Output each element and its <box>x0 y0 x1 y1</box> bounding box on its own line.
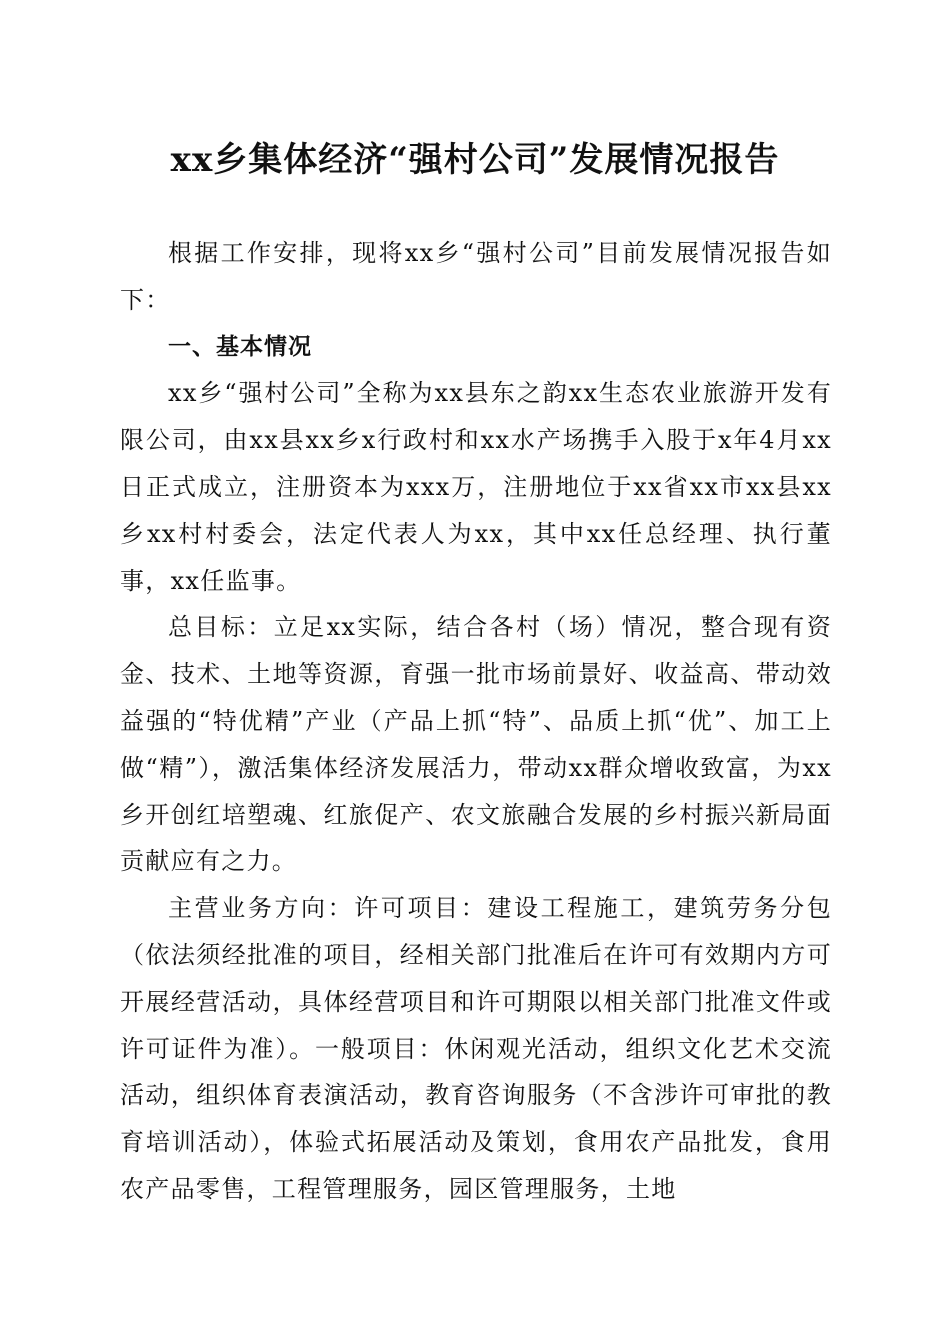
section-heading-basic-info: 一、基本情况 <box>168 333 312 360</box>
document-title: xx乡集体经济“强村公司”发展情况报告 <box>170 140 780 180</box>
business-scope-paragraph: 主营业务方向：许可项目：建设工程施工，建筑劳务分包（依法须经批准的项目，经相关部门批准后在许可有效期内方可开展经营活动，具体经营项目和许可期限以相关部门批准文件或许可证件为准）。一般项目：休闲观光活动，组织文化艺术交流活动，组织体育表演活动，教育咨询服务（不含涉许可审批的教育培训活动），体验式拓展活动及策划，食用农产品批发，食用农产品零售，工程管理服务，园区管理服务，土地 <box>120 894 832 1203</box>
goal-paragraph: 总目标：立足xx实际，结合各村（场）情况，整合现有资金、技术、土地等资源，育强一批市场前景好、收益高、带动效益强的“特优精”产业（产品上抓“特”、品质上抓“优”、加工上做“精”），激活集体经济发展活力，带动xx群众增收致富，为xx乡开创红培塑魂、红旅促产、农文旅融合发展的乡村振兴新局面贡献应有之力。 <box>120 613 832 876</box>
document-body <box>120 230 832 1213</box>
basic-info-paragraph: xx乡“强村公司”全称为xx县东之韵xx生态农业旅游开发有限公司，由xx县xx乡x行政村和xx水产场携手入股于x年4月xx日正式成立，注册资本为xxx万，注册地位于xx省xx市xx县xx乡xx村村委会，法定代表人为xx，其中xx任总经理、执行董事，xx任监事。 <box>120 379 832 595</box>
intro-paragraph: 根据工作安排，现将xx乡“强村公司”目前发展情况报告如下： <box>120 239 832 314</box>
